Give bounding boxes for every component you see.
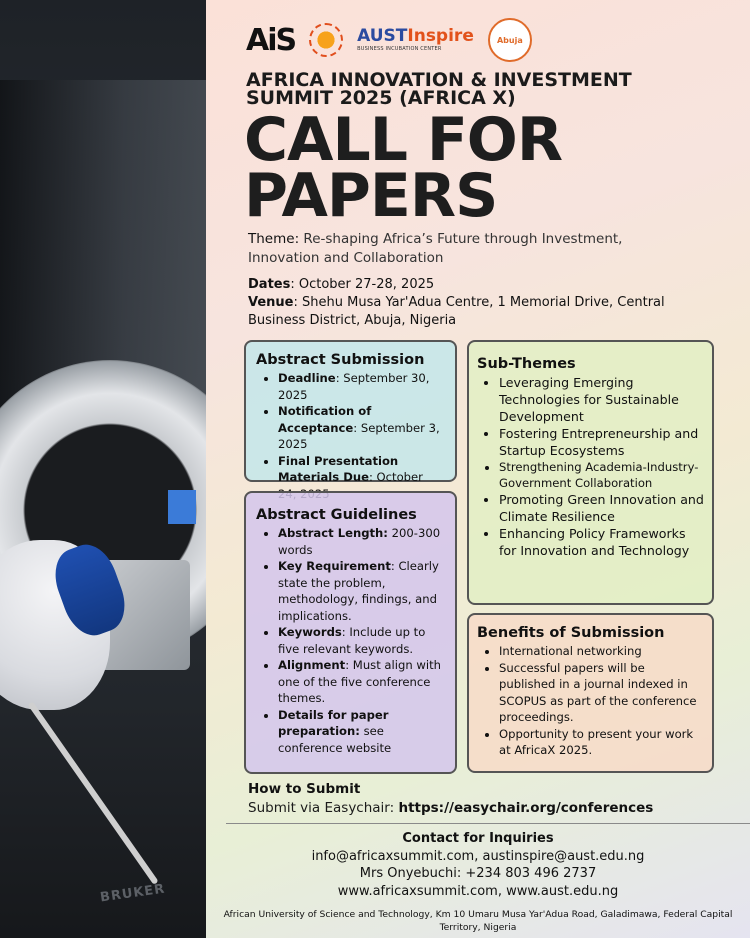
lab-photo: [0, 0, 206, 938]
item-label: Key Requirement: [278, 559, 391, 573]
list-item: [278, 370, 445, 403]
theme-value: Re-shaping Africa’s Future through Investment, Innovation and Collaboration: [248, 231, 623, 266]
main-title: [244, 105, 563, 231]
aust-logo-subtitle: BUSINESS INCUBATION CENTER: [357, 46, 442, 52]
item-label: Notification of Acceptance: [278, 404, 372, 435]
contact-emails[interactable]: info@africaxsummit.com, austinspire@aust.edu.ng: [311, 848, 645, 864]
item-text: : Include up to five relevant keywords.: [278, 625, 426, 656]
logo-row: [246, 18, 532, 62]
abuja-logo: [488, 18, 532, 62]
item-label: Abstract Length:: [278, 526, 388, 540]
sun-logo-icon: [309, 23, 343, 57]
aust-logo-text: AUST: [357, 26, 408, 46]
theme-label: Theme:: [248, 231, 300, 247]
instrument-brand: BRUKER: [99, 881, 167, 906]
item-text: : September 30, 2025: [278, 371, 430, 402]
list-item: • Strengthening Academia-Industry-Government Collaboration: [499, 459, 704, 491]
venue-value: : Shehu Musa Yar'Adua Centre, 1 Memorial Drive, Central Business District, Abuja, Nigeria: [248, 295, 665, 328]
how-to-submit: [248, 780, 653, 818]
item-text: : October: [368, 470, 423, 484]
venue-line: [248, 294, 668, 330]
list-item: [278, 525, 445, 558]
benefits-title: Benefits of Submission: [477, 625, 665, 641]
contact-websites[interactable]: www.africaxsummit.com, www.aust.edu.ng: [337, 883, 619, 899]
list-item: [278, 707, 445, 757]
abstract-submission-card: [244, 340, 457, 482]
list-item: • Promoting Green Innovation and Climate Resilience: [499, 491, 704, 525]
poster-content: [206, 0, 750, 938]
list-item: • Fostering Entrepreneurship and Startup Ecosystems: [499, 425, 704, 459]
dates-label: Dates: [248, 277, 291, 292]
divider: [226, 823, 750, 824]
dates-line: [248, 276, 668, 294]
instrument-label: [168, 490, 196, 524]
item-text: : Must align with one of the five conference themes.: [278, 658, 441, 705]
list-item: • International networking: [499, 643, 704, 660]
ais-logo: [246, 23, 295, 58]
list-item: [278, 657, 445, 707]
abstract-submission-list: [256, 370, 445, 502]
item-text: 200-300 words: [278, 526, 441, 557]
sub-themes-list: [477, 374, 704, 559]
sub-themes-card: [467, 340, 714, 605]
abuja-logo-text: Abuja: [496, 35, 523, 45]
how-to-submit-title: How to Submit: [248, 781, 361, 797]
abstract-guidelines-title: Abstract Guidelines: [256, 507, 417, 523]
contact-phone: Mrs Onyebuchi: +234 803 496 2737: [359, 866, 597, 881]
benefits-list: [477, 643, 704, 759]
item-label: Keywords: [278, 625, 342, 639]
item-label: Final Presentation Materials Due: [278, 453, 399, 484]
abstract-guidelines-card: [244, 491, 457, 774]
abstract-submission-title: Abstract Submission: [256, 352, 425, 368]
item-text: see conference website: [278, 724, 392, 755]
list-item: • Opportunity to present your work at AfricaX 2025.: [499, 726, 704, 759]
inspire-logo-text: Inspire: [407, 26, 474, 46]
address: African University of Science and Technology, Km 10 Umaru Musa Yar'Adua Road, Galadimawa, Federal Capital Territory, Nigeria: [223, 909, 733, 933]
abstract-guidelines-list: [256, 525, 445, 756]
item-label: Deadline: [278, 371, 336, 385]
theme-text: [248, 230, 648, 268]
item-label: Alignment: [278, 658, 346, 672]
item-text: : Clearly state the problem, methodology, findings, and implications.: [278, 559, 439, 623]
list-item: [278, 403, 445, 453]
list-item: [278, 558, 445, 624]
how-to-submit-line: [248, 799, 653, 818]
list-item: • Successful papers will be published in a journal indexed in SCOPUS as part of the conference proceedings.: [499, 660, 704, 726]
item-label: Details for paper preparation:: [278, 707, 389, 738]
easychair-link[interactable]: https://easychair.org/conferences: [398, 800, 654, 816]
dates-value: : October 27-28, 2025: [290, 277, 435, 292]
aust-inspire-logo: [357, 28, 474, 52]
list-item: • Enhancing Policy Frameworks for Innovation and Technology: [499, 525, 704, 559]
contact-section: [206, 830, 750, 900]
list-item: • Leveraging Emerging Technologies for Sustainable Development: [499, 374, 704, 425]
list-item: [278, 624, 445, 657]
how-to-submit-text: Submit via Easychair:: [248, 800, 399, 816]
main-title-line1: CALL FOR: [244, 105, 563, 175]
sub-themes-title: Sub-Themes: [477, 356, 576, 372]
benefits-card: [467, 613, 714, 773]
ais-logo-text: AiS: [246, 22, 296, 58]
item-text: : September 3, 2025: [278, 420, 440, 451]
venue-label: Venue: [248, 295, 294, 310]
event-details: [248, 276, 668, 330]
contact-title: Contact for Inquiries: [402, 831, 554, 846]
event-title: AFRICA INNOVATION & INVESTMENT SUMMIT 2025 (AFRICA X): [246, 69, 632, 109]
cable: [28, 701, 159, 885]
main-title-line2: PAPERS: [244, 161, 498, 231]
